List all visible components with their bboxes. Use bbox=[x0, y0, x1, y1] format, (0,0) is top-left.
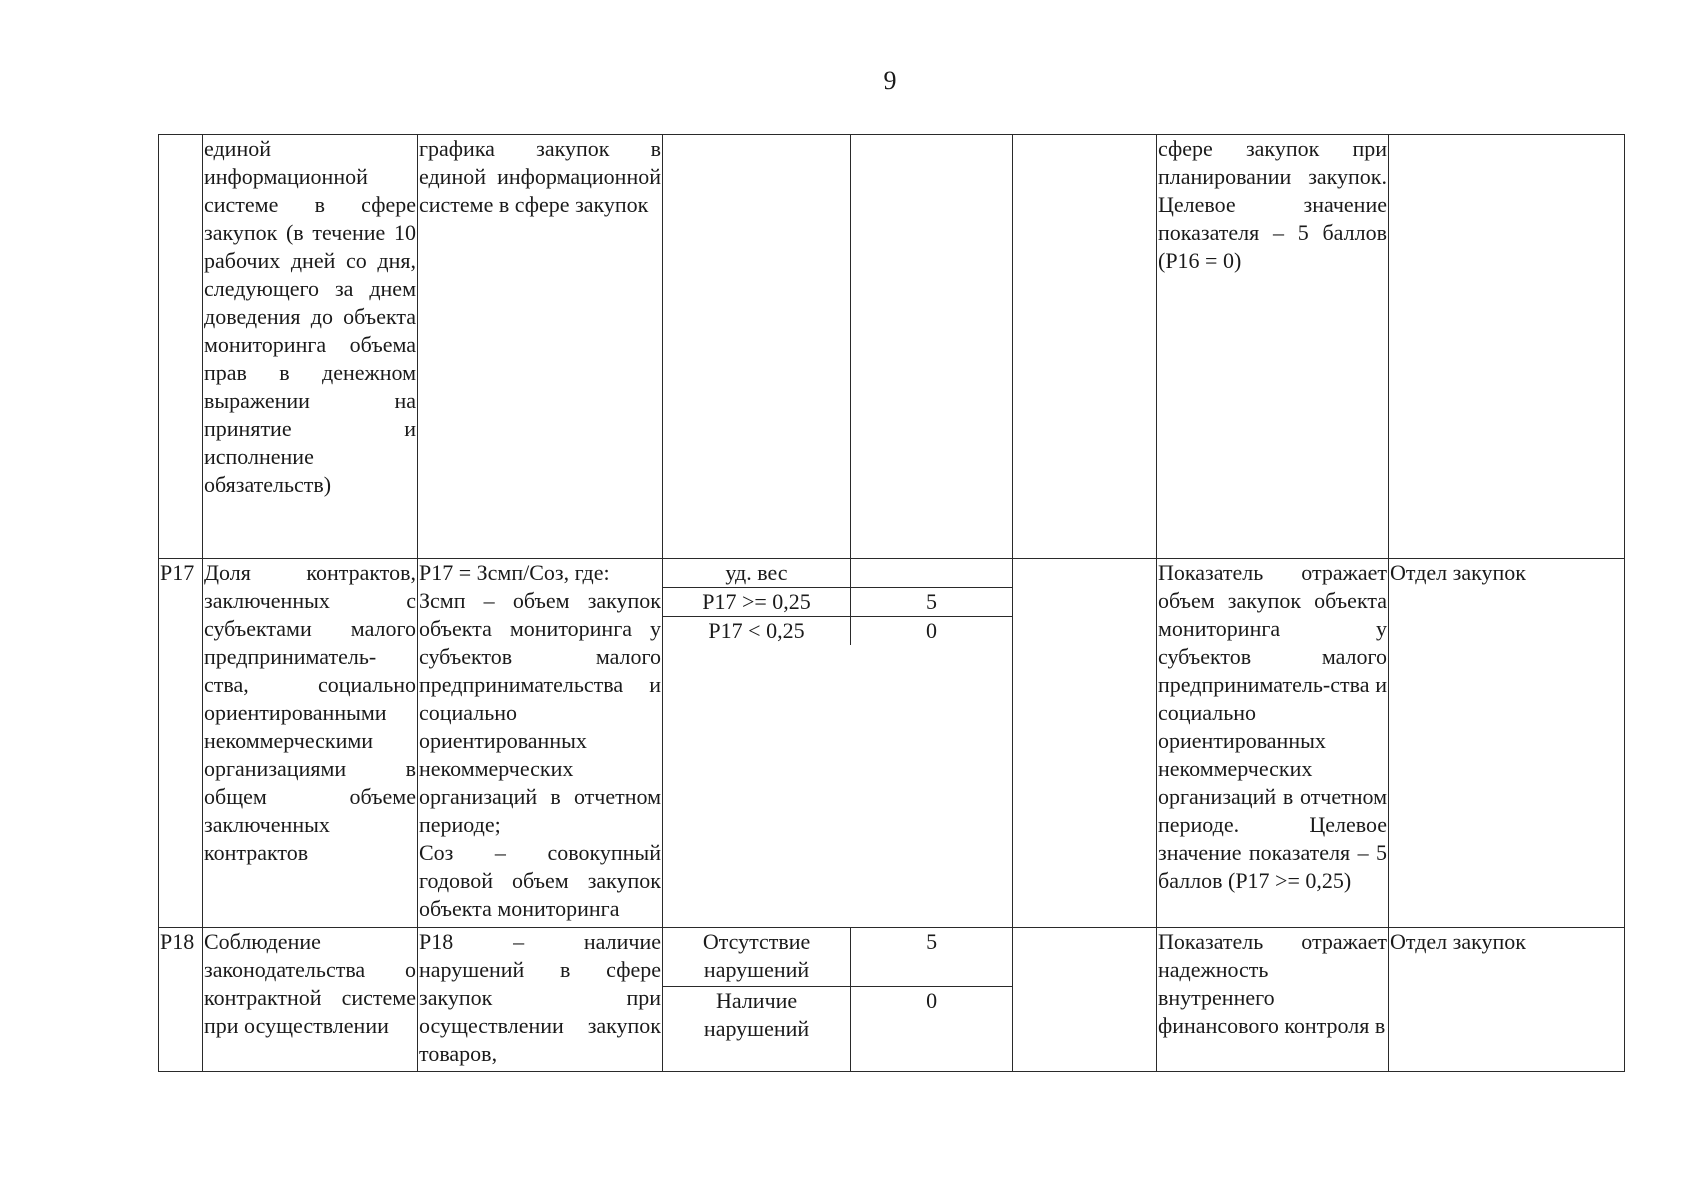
table-row bbox=[159, 559, 1625, 928]
indicator-name-cell: Соблюдение законодательства о контрактной системе при осуществлении bbox=[203, 928, 418, 1072]
criteria-row bbox=[663, 987, 1012, 1072]
formula-line: Зсмп – объем закупок объекта мониторинга у субъектов малого предпринимательства и социально ориентированных некоммерческих организаций в отчетном периоде; bbox=[419, 588, 661, 837]
code-cell bbox=[159, 135, 203, 559]
indicator-name-cell: единой информационной системе в сфере закупок (в течение 10 рабочих дней со дня, следующего за днем доведения до объекта мониторинга объема прав в денежном выражении на принятие и исполнение обязательств) bbox=[203, 135, 418, 559]
empty-cell bbox=[1013, 135, 1157, 559]
table-row bbox=[159, 928, 1625, 1072]
score-cell bbox=[851, 135, 1013, 559]
criteria-subtable bbox=[663, 559, 1012, 645]
criteria-block bbox=[663, 928, 1013, 1072]
formula-cell bbox=[418, 559, 663, 928]
criteria-score: 5 bbox=[851, 928, 1012, 987]
description-cell: Показатель отражает надежность внутреннего финансового контроля в bbox=[1157, 928, 1389, 1072]
indicator-name-cell: Доля контрактов, заключенных с субъектами малого предприниматель-ства, социально ориентированными некоммерческими организациями в общем объеме заключенных контрактов bbox=[203, 559, 418, 928]
criteria-header-score bbox=[851, 559, 1013, 588]
department-cell bbox=[1389, 135, 1625, 559]
code-cell: P18 bbox=[159, 928, 203, 1072]
criteria-row bbox=[663, 928, 1012, 987]
indicator-table bbox=[158, 134, 1625, 1072]
criteria-condition: Отсутствие нарушений bbox=[702, 929, 811, 982]
code-cell: P17 bbox=[159, 559, 203, 928]
table-row bbox=[159, 135, 1625, 559]
criteria-score: 5 bbox=[851, 588, 1013, 617]
formula-line: Соз – совокупный годовой объем закупок объекта мониторинга bbox=[419, 840, 661, 921]
criteria-condition: P17 < 0,25 bbox=[663, 617, 851, 646]
formula-cell: графика закупок в единой информационной системе в сфере закупок bbox=[418, 135, 663, 559]
department-cell: Отдел закупок bbox=[1389, 928, 1625, 1072]
criteria-condition: Наличие нарушений bbox=[663, 987, 851, 1072]
description-cell: сфере закупок при планировании закупок. Целевое значение показателя – 5 баллов (P16 = 0) bbox=[1157, 135, 1389, 559]
formula-cell: P18 – наличие нарушений в сфере закупок при осуществлении закупок товаров, bbox=[418, 928, 663, 1072]
criteria-score: 0 bbox=[851, 987, 1012, 1072]
formula-line: P17 = Зсмп/Соз, где: bbox=[419, 560, 610, 585]
criteria-cell bbox=[663, 135, 851, 559]
criteria-header: уд. вес bbox=[725, 560, 788, 585]
empty-cell bbox=[1013, 928, 1157, 1072]
page-number: 9 bbox=[883, 66, 897, 95]
criteria-subtable bbox=[663, 928, 1012, 1071]
criteria-row bbox=[663, 588, 1012, 617]
criteria-row bbox=[663, 617, 1012, 646]
department-cell: Отдел закупок bbox=[1389, 559, 1625, 928]
criteria-score: 0 bbox=[851, 617, 1013, 646]
criteria-condition: P17 >= 0,25 bbox=[663, 588, 851, 617]
description-cell: Показатель отражает объем закупок объекта мониторинга у субъектов малого предприниматель-ства и социально ориентированных некоммерческих организаций в отчетном периоде. Целевое значение показателя – 5 баллов (P17 >= 0,25) bbox=[1157, 559, 1389, 928]
empty-cell bbox=[1013, 559, 1157, 928]
criteria-header-row bbox=[663, 559, 1012, 588]
criteria-block bbox=[663, 559, 1013, 928]
